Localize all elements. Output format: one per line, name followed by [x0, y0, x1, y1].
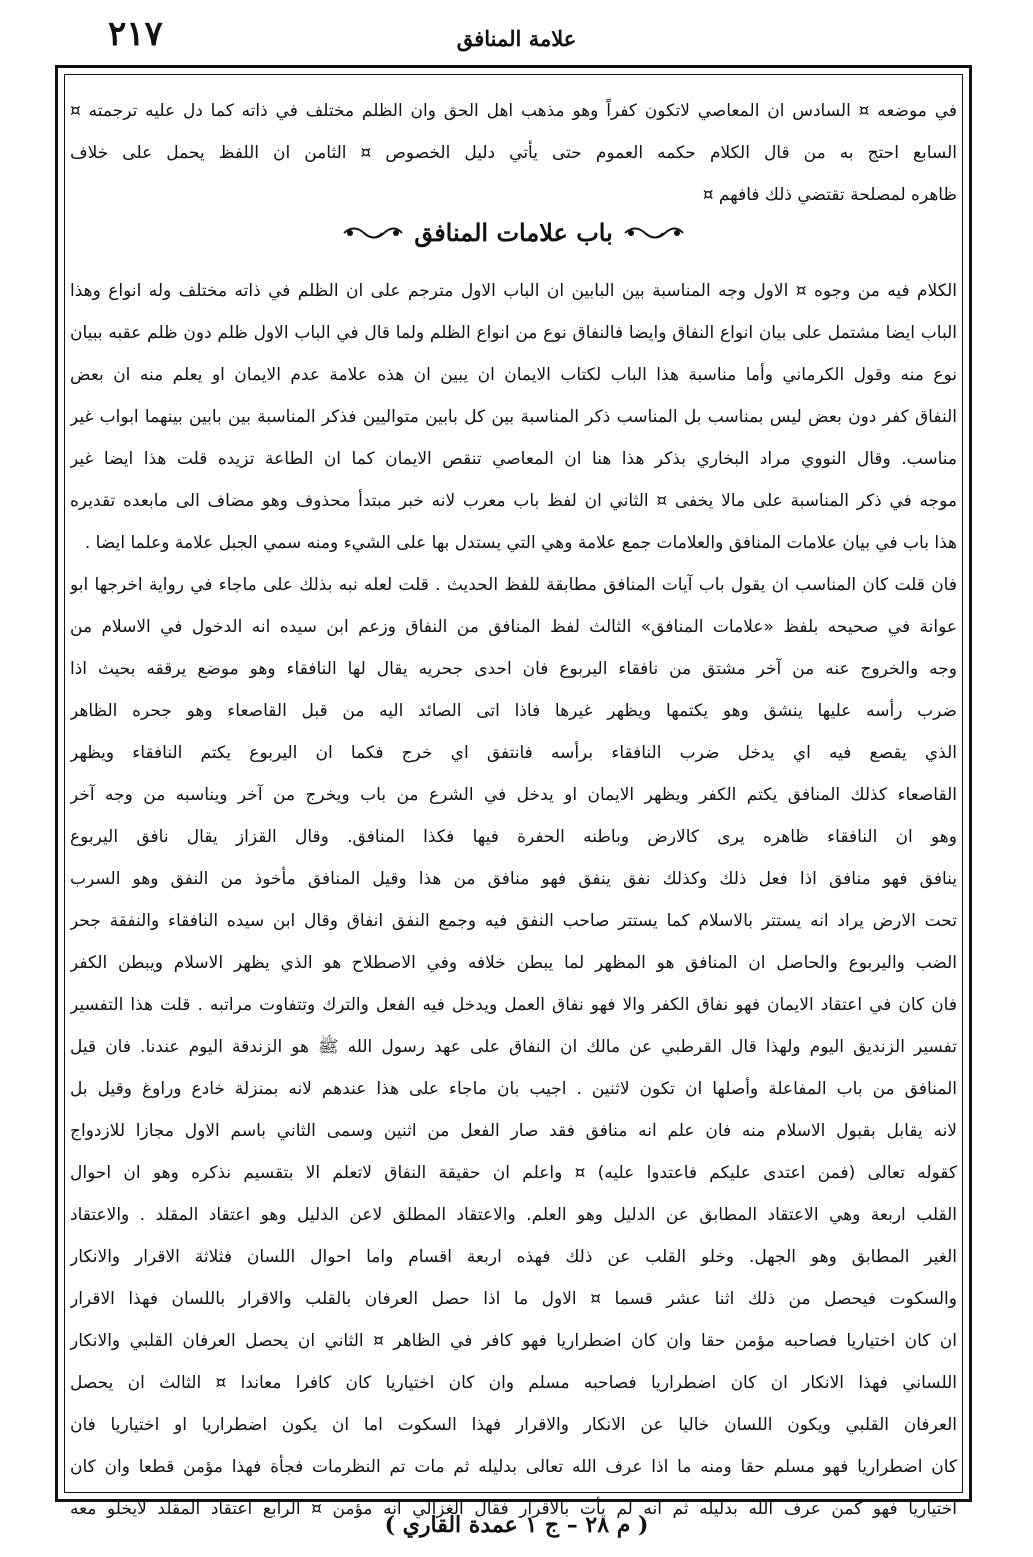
chapter-heading [58, 218, 969, 268]
text-line: كقوله تعالى (فمن اعتدى عليكم فاعتدوا عليه) ¤ واعلم ان حقيقة النفاق لاتعلم الا بتقسيم نذكره وهو ان احوال [70, 1163, 957, 1183]
text-line: الذي يقصع فيه اي يدخل ضرب النافقاء برأسه فانتفق اي خرج فكما ان اليربوع يكتم النافقاء ويظهر [70, 743, 957, 763]
text-line: عوانة في صحيحه بلفظ «علامات المنافق» الثالث لفظ المنافق من النفاق وزعم ابن سيده انه الدخول في الاسلام من [70, 617, 957, 637]
text-line: العرفان القلبي ويكون اللسان خاليا عن الانكار والاقرار فهذا السكوت اما ان يكون اضطراريا او اختياريا فان [70, 1415, 957, 1435]
text-line: الباب ايضا مشتمل على بيان انواع النفاق وايضا فالنفاق نوع من انواع الظلم ولما قال في الباب الاول ظلم دون ظلم عقبه ببيان [70, 323, 957, 343]
text-line: المنافق من باب المفاعلة وأصلها ان تكون لاثنين . اجيب بان ماجاء على هذا عندهم لانه بمنزلة خادع وراوغ وقيل بل [70, 1079, 957, 1099]
text-line: القاصعاء كذلك المنافق يكتم الكفر ويظهر الايمان او يدخل في الشرع من باب ويخرج من آخر ويناسبه من وجه آخر [70, 785, 957, 805]
text-line: الضب واليربوع والحاصل ان المنافق هو المظهر لما يبطن خلافه وفي الاصطلاح هو الذي يظهر الاسلام ويبطن الكفر [70, 953, 957, 973]
signature-mark: ( م ٢٨ – ج ١ عمدة القاري ) [384, 1512, 649, 1538]
text-line: ضرب رأسه عليها ينشق وهو يكتمها ويظهر غيرها فاذا اتى الصائد اليه من قبل القاصعاء وهو جحره الظاهر [70, 701, 957, 721]
text-line: السابع احتج به من قال الكلام حكمه العموم حتى يأتي دليل الخصوص ¤ الثامن ان اللفظ يحمل على خلاف [70, 143, 957, 163]
text-line: والسكوت فيحصل من ذلك اثنا عشر قسما ¤ الاول ما اذا حصل العرفان بالقلب والاقرار باللسان فهذا الاقرار [70, 1289, 957, 1309]
text-line: الغير المطابق وهو الجهل. وخلو القلب عن ذلك فهذه اربعة اقسام واما احوال اللسان فثلاثة الاقرار والانكار [70, 1247, 957, 1267]
text-line: الكلام فيه من وجوه ¤ الاول وجه المناسبة بين البابين ان الباب الاول مترجم على ان الظلم في ذاته مختلف وله انواع وهذا [70, 281, 957, 301]
text-line: كان اضطراريا فهو مسلم حقا ومنه ما اذا عرف الله تعالى بدليله ثم مات تم النظرمات فجأة فهذا مؤمن قطعا وان كان [70, 1457, 957, 1477]
text-line: لانه يقابل بقبول الاسلام منه فان علم انه منافق فقد صار الفعل من اثنين وسمى الثاني باسم الاول مجازا للازدواج [70, 1121, 957, 1141]
text-line: موجه في ذكر المناسبة على مالا يخفى ¤ الثاني ان لفظ باب معرب لانه خبر مبتدأ محذوف وهو مضاف الى مابعده تقديره [70, 491, 957, 511]
text-line: فان كان في اعتقاد الايمان فهو نفاق الكفر والا فهو نفاق العمل ويدخل فيه الفعل والترك وتتفاوت مراتبه . قلت هذا التفسير [70, 995, 957, 1015]
text-line: اللساني فهذا الانكار ان كان اضطراريا فصاحبه مسلم وان كان اختياريا كان كافرا معاندا ¤ الثالث ان يحصل [70, 1373, 957, 1393]
chapter-title: باب علامات المنافق [414, 218, 613, 247]
text-line: في موضعه ¤ السادس ان المعاصي لاتكون كفراً وهو مذهب اهل الحق وان الظلم مختلف في ذاته كما دل عليه ترجمته ¤ [70, 101, 957, 121]
text-line: النفاق كفر دون بعض ليس بمناسب بل المناسب ذكر المناسبة بين كل بابين متواليين فذكر المناسبة بين بابين بينهما ابواب غير [70, 407, 957, 427]
running-title: علامة المنافق [456, 26, 577, 51]
text-line: تفسير الزنديق اليوم ولهذا قال القرطبي عن مالك ان النفاق على عهد رسول الله ﷺ هو الزندقة اليوم عندنا. فان قيل [70, 1037, 957, 1057]
page-number: ٢١٧ [108, 14, 163, 54]
page-footer [0, 1512, 1033, 1538]
flourish-ornament-icon [342, 222, 404, 244]
text-line: فان قلت كان المناسب ان يقول باب آيات المنافق مطابقة للفظ الحديث . قلت لعله نبه بذلك على ماجاء في رواية اخرجها ابو [70, 575, 957, 595]
text-line: تحت الارض يراد انه يستتر بالاسلام كما يستتر صاحب النفق فيه وجمع النفق انفاق وقال ابن سيده النافقاء والنفقة جحر [70, 911, 957, 931]
intro-paragraph [70, 90, 957, 216]
text-line: ينافق فهو منافق اذا فعل ذلك وكذلك نفق ينفق فهو منافق من هذا وقيل المنافق مأخوذ من النفق وهو السرب [70, 869, 957, 889]
page-header [0, 12, 1033, 62]
text-line: ان كان اختياريا فصاحبه مؤمن حقا وان كان اضطراريا فهو كافر في الظاهر ¤ الثاني ان يحصل العرفان القلبي والانكار [70, 1331, 957, 1351]
main-text [70, 270, 957, 1530]
text-line: القلب اربعة وهي الاعتقاد المطابق عن الدليل وهو العلم. والاعتقاد المطلق لاعن الدليل وهو اعتقاد المقلد . والاعتقاد [70, 1205, 957, 1225]
text-line: ظاهره لمصلحة تقتضي ذلك فافهم ¤ [702, 185, 957, 205]
text-line: اختياريا فهو كمن عرف الله بدليله ثم انه لم يأت بالاقرار فقال الغزالي انه مؤمن ¤ الرابع اعتقاد المقلد لايخلو معه [70, 1499, 957, 1519]
flourish-ornament-icon [623, 222, 685, 244]
text-line: هذا باب في بيان علامات المنافق والعلامات جمع علامة وهي التي يستدل بها على الشيء ومنه سمي الجبل علامة وعلما ايضا . [84, 533, 957, 553]
page-frame [55, 65, 972, 1519]
text-line: وجه والخروج عنه من آخر مشتق من نافقاء اليربوع فان احدى جحريه يقال لها النافقاء وهو موضع يرققه بحيث اذا [70, 659, 957, 679]
text-line: وهو ان النافقاء ظاهره يرى كالارض وباطنه الحفرة فيها فكذا المنافق. وقال القزاز يقال نافق اليربوع [70, 827, 957, 847]
text-line: مناسب. وقال النووي مراد البخاري بذكر هذا هنا ان المعاصي تنقص الايمان كما ان الطاعة تزيده قلت هذا ايضا غير [70, 449, 957, 469]
text-line: نوع منه وقول الكرماني وأما مناسبة هذا الباب لكتاب الايمان ان يبين ان هذه علامة عدم الايمان او يعلم منه ان بعض [70, 365, 957, 385]
